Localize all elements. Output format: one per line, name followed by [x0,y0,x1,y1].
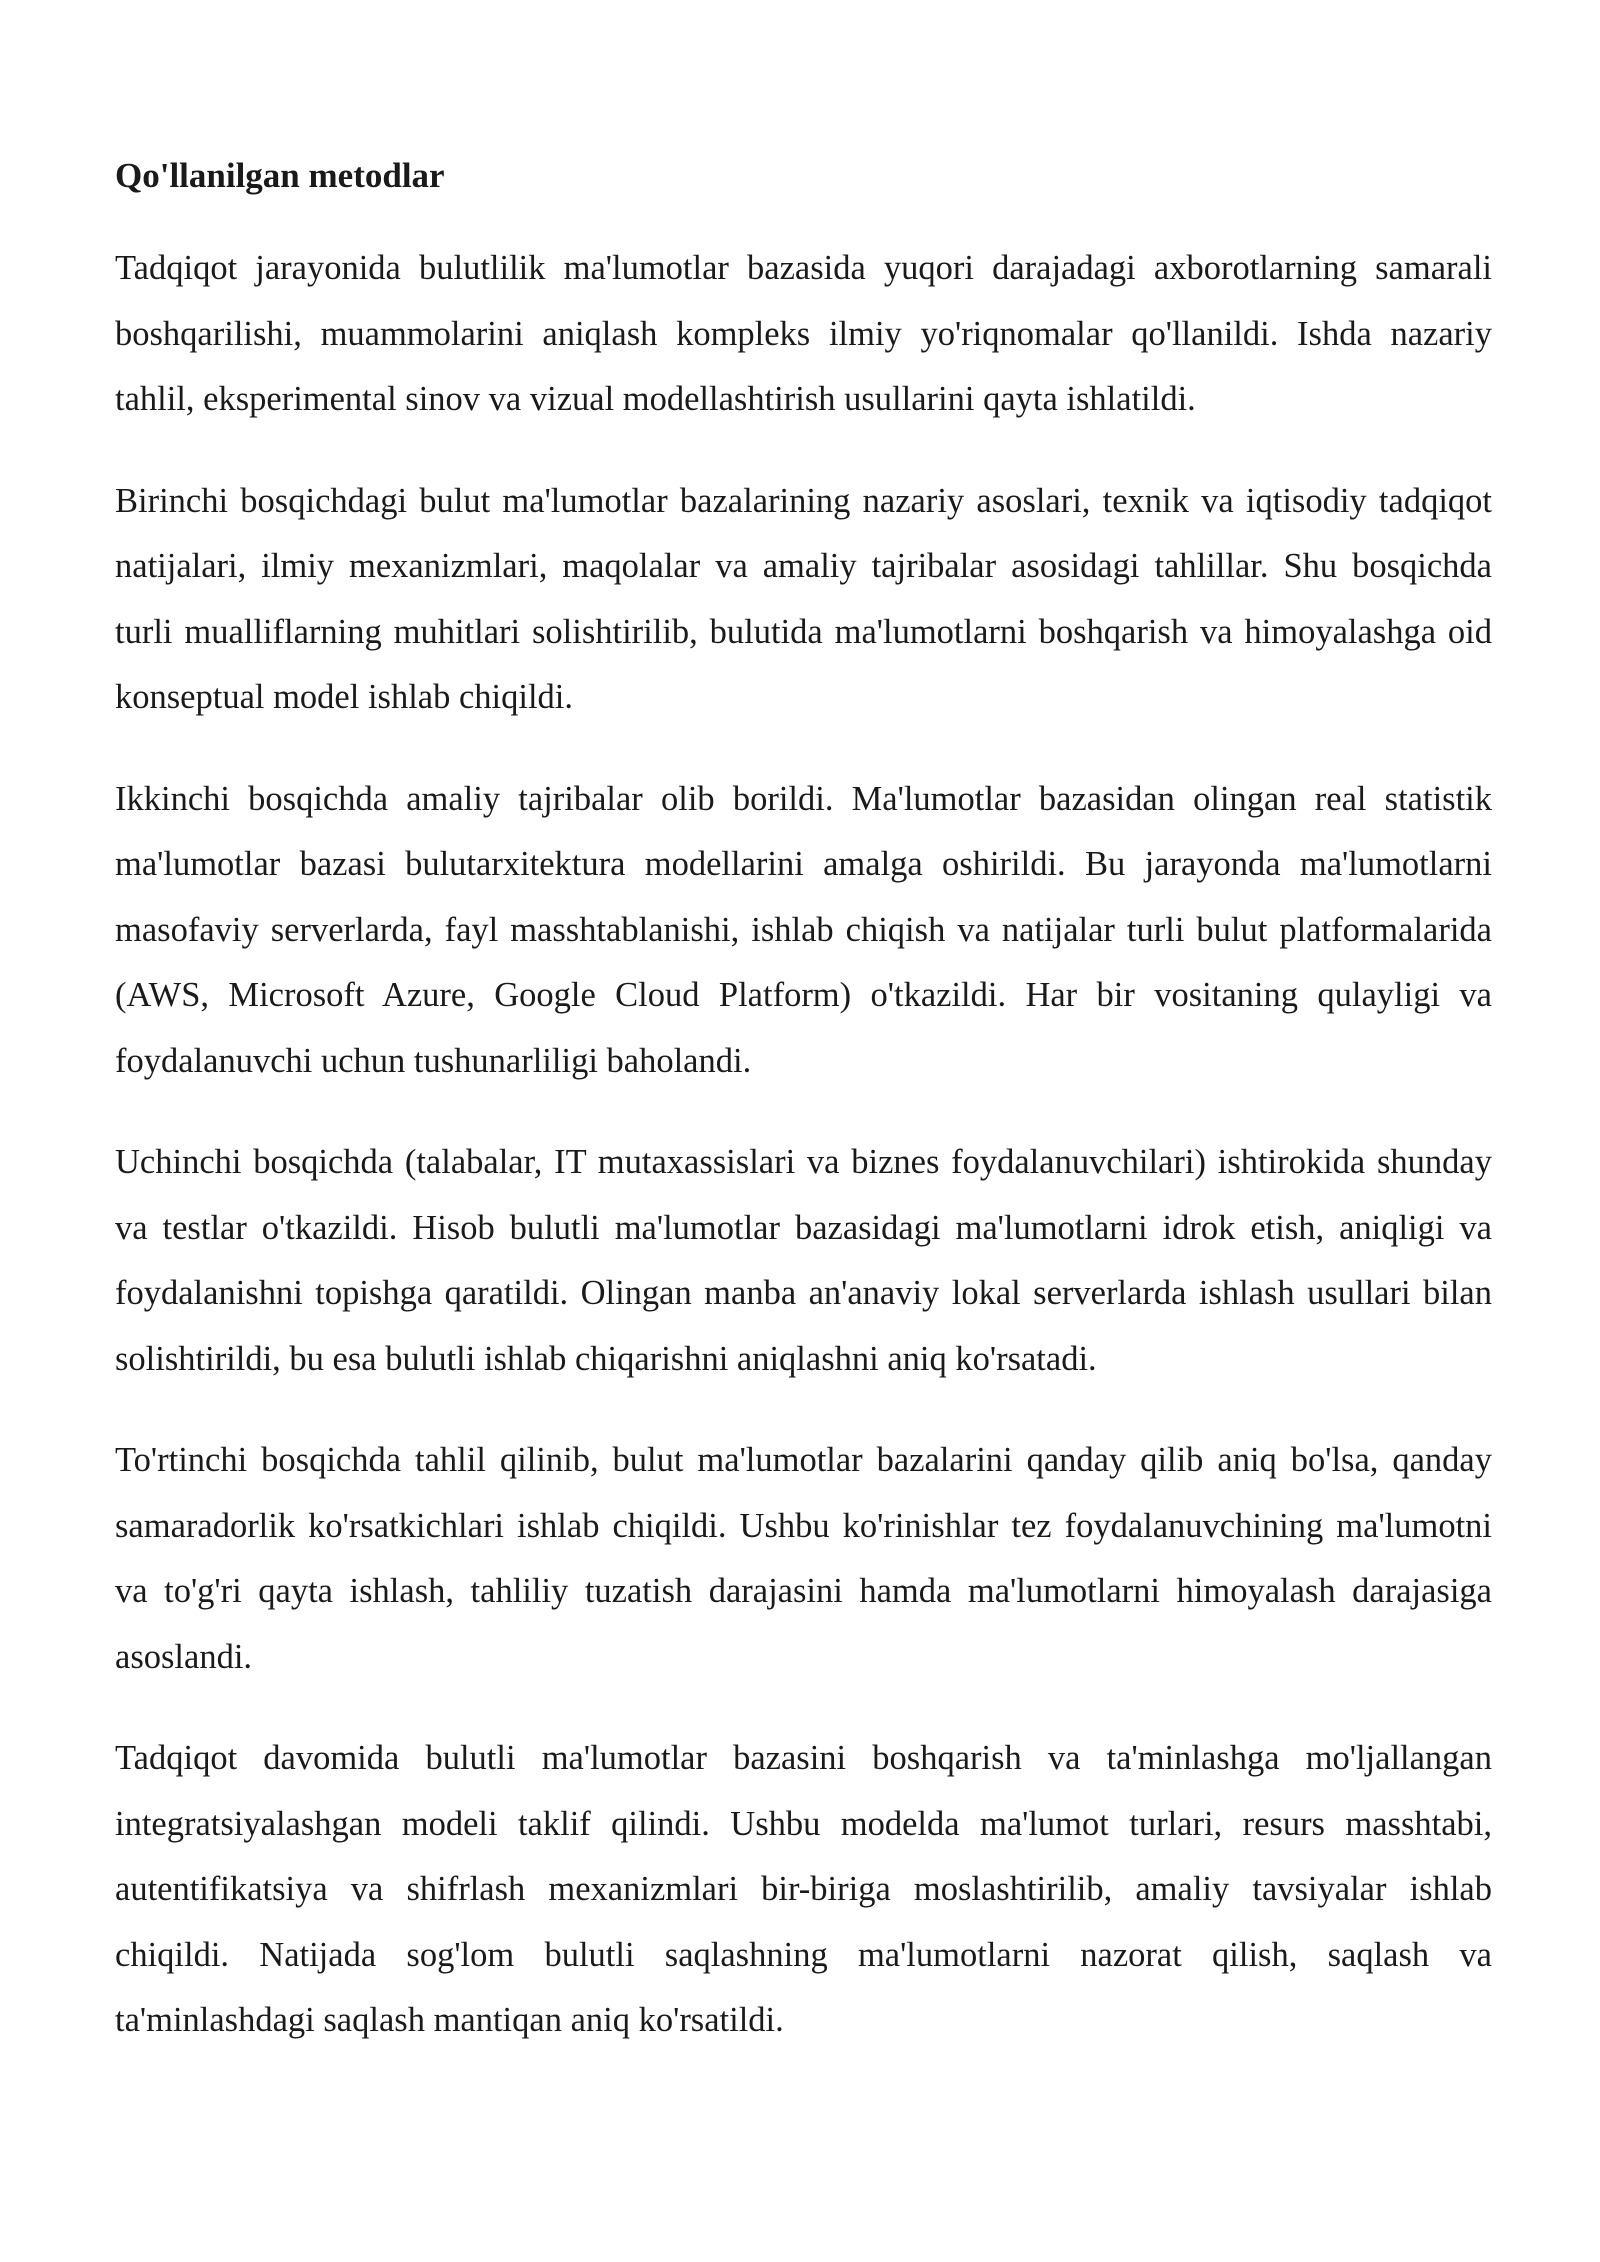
paragraph-stage-two: Ikkinchi bosqichda amaliy tajribalar olib borildi. Ma'lumotlar bazasidan olingan real statistik ma'lumotlar bazasi bulutarxitektura modellarini amalga oshirildi. Bu jarayonda ma'lumotlarni masofaviy serverlarda, fayl masshtablanishi, ishlab chiqish va natijalar turli bulut platformalarida (AWS, Microsoft Azure, Google Cloud Platform) o'tkazildi. Har bir vositaning qulayligi va foydalanuvchi uchun tushunarliligi baholandi. [115,779,1492,1080]
section-heading: Qo'llanilgan metodlar [115,156,445,195]
paragraph-intro: Tadqiqot jarayonida bulutlilik ma'lumotlar bazasida yuqori darajadagi axborotlarning samarali boshqarilishi, muammolarini aniqlash kompleks ilmiy yo'riqnomalar qo'llanildi. Ishda nazariy tahlil, eksperimental sinov va vizual modellashtirish usullarini qayta ishlatildi. [115,249,1492,418]
paragraph-stage-one: Birinchi bosqichdagi bulut ma'lumotlar bazalarining nazariy asoslari, texnik va iqtisodiy tadqiqot natijalari, ilmiy mexanizmlari, maqolalar va amaliy tajribalar asosidagi tahlillar. Shu bosqichda turli mualliflarning muhitlari solishtirilib, bulutida ma'lumotlarni boshqarish va himoyalashga oid konseptual model ishlab chiqildi. [115,481,1492,716]
paragraph-stage-four: To'rtinchi bosqichda tahlil qilinib, bulut ma'lumotlar bazalarini qanday qilib aniq bo'lsa, qanday samaradorlik ko'rsatkichlari ishlab chiqildi. Ushbu ko'rinishlar tez foydalanuvchining ma'lumotni va to'g'ri qayta ishlash, tahliliy tuzatish darajasini hamda ma'lumotlarni himoyalash darajasiga asoslandi. [115,1441,1492,1676]
paragraph-stage-three: Uchinchi bosqichda (talabalar, IT mutaxassislari va biznes foydalanuvchilari) ishtirokida shunday va testlar o'tkazildi. Hisob bulutli ma'lumotlar bazasidagi ma'lumotlarni idrok etish, aniqligi va foydalanishni topishga qaratildi. Olingan manba an'anaviy lokal serverlarda ishlash usullari bilan solishtirildi, bu esa bulutli ishlab chiqarishni aniqlashni aniq ko'rsatadi. [115,1143,1492,1378]
paragraph-conclusion: Tadqiqot davomida bulutli ma'lumotlar bazasini boshqarish va ta'minlashga mo'ljallangan integratsiyalashgan modeli taklif qilindi. Ushbu modelda ma'lumot turlari, resurs masshtabi, autentifikatsiya va shifrlash mexanizmlari bir-biriga moslashtirilib, amaliy tavsiyalar ishlab chiqildi. Natijada sog'lom bulutli saqlashning ma'lumotlarni nazorat qilish, saqlash va ta'minlashdagi saqlash mantiqan aniq ko'rsatildi. [115,1739,1492,2039]
document-page [115,150,1492,2090]
